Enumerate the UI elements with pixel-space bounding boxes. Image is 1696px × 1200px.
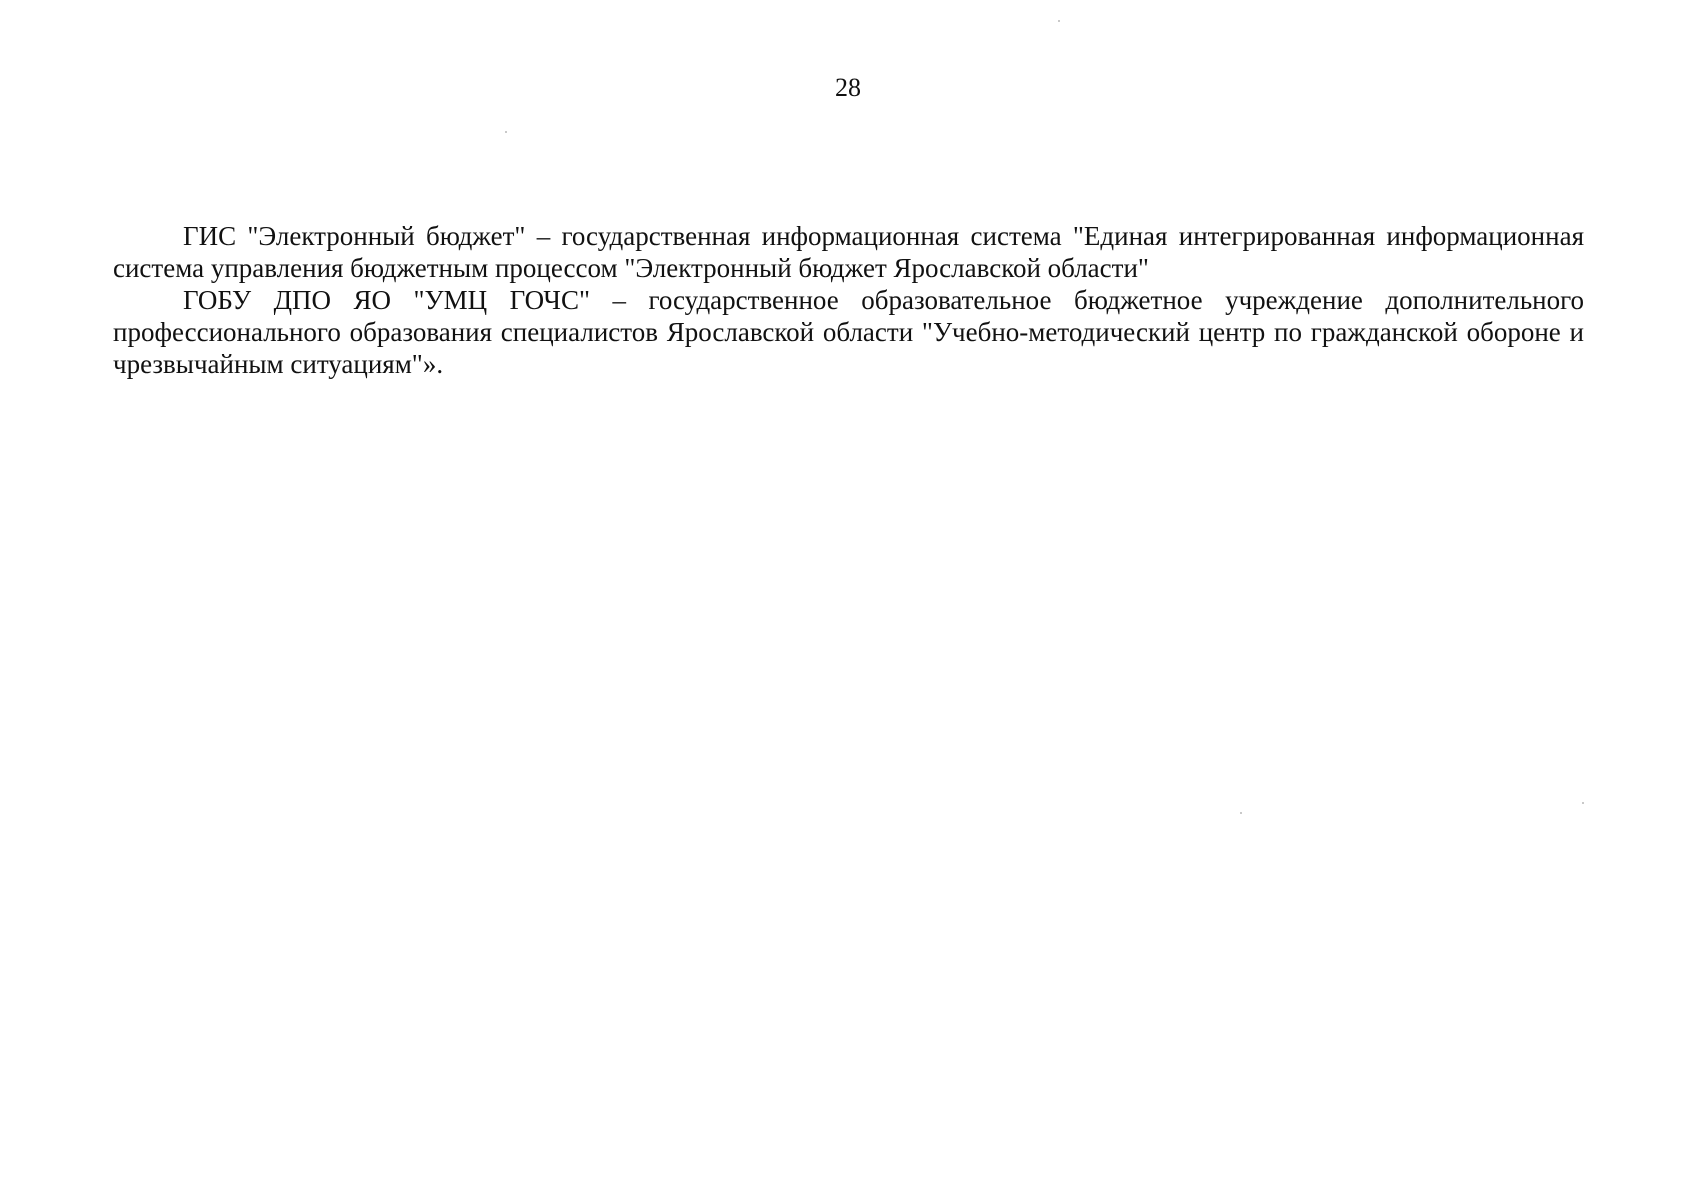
scan-speck	[1240, 812, 1242, 814]
document-body	[113, 220, 1584, 380]
scan-speck	[1058, 20, 1060, 22]
page-number: 28	[835, 73, 861, 102]
scan-speck	[1582, 802, 1584, 804]
definition-paragraph-gis: ГИС "Электронный бюджет" – государственная информационная система "Единая интегрированная информационная система управления бюджетным процессом "Электронный бюджет Ярославской области"	[113, 221, 1584, 283]
definition-paragraph-gobu: ГОБУ ДПО ЯО "УМЦ ГОЧС" – государственное образовательное бюджетное учреждение дополнительного профессионального образования специалистов Ярославской области "Учебно-методический центр по гражданской обороне и чрезвычайным ситуациям"».	[113, 285, 1584, 379]
scan-speck	[505, 131, 507, 133]
